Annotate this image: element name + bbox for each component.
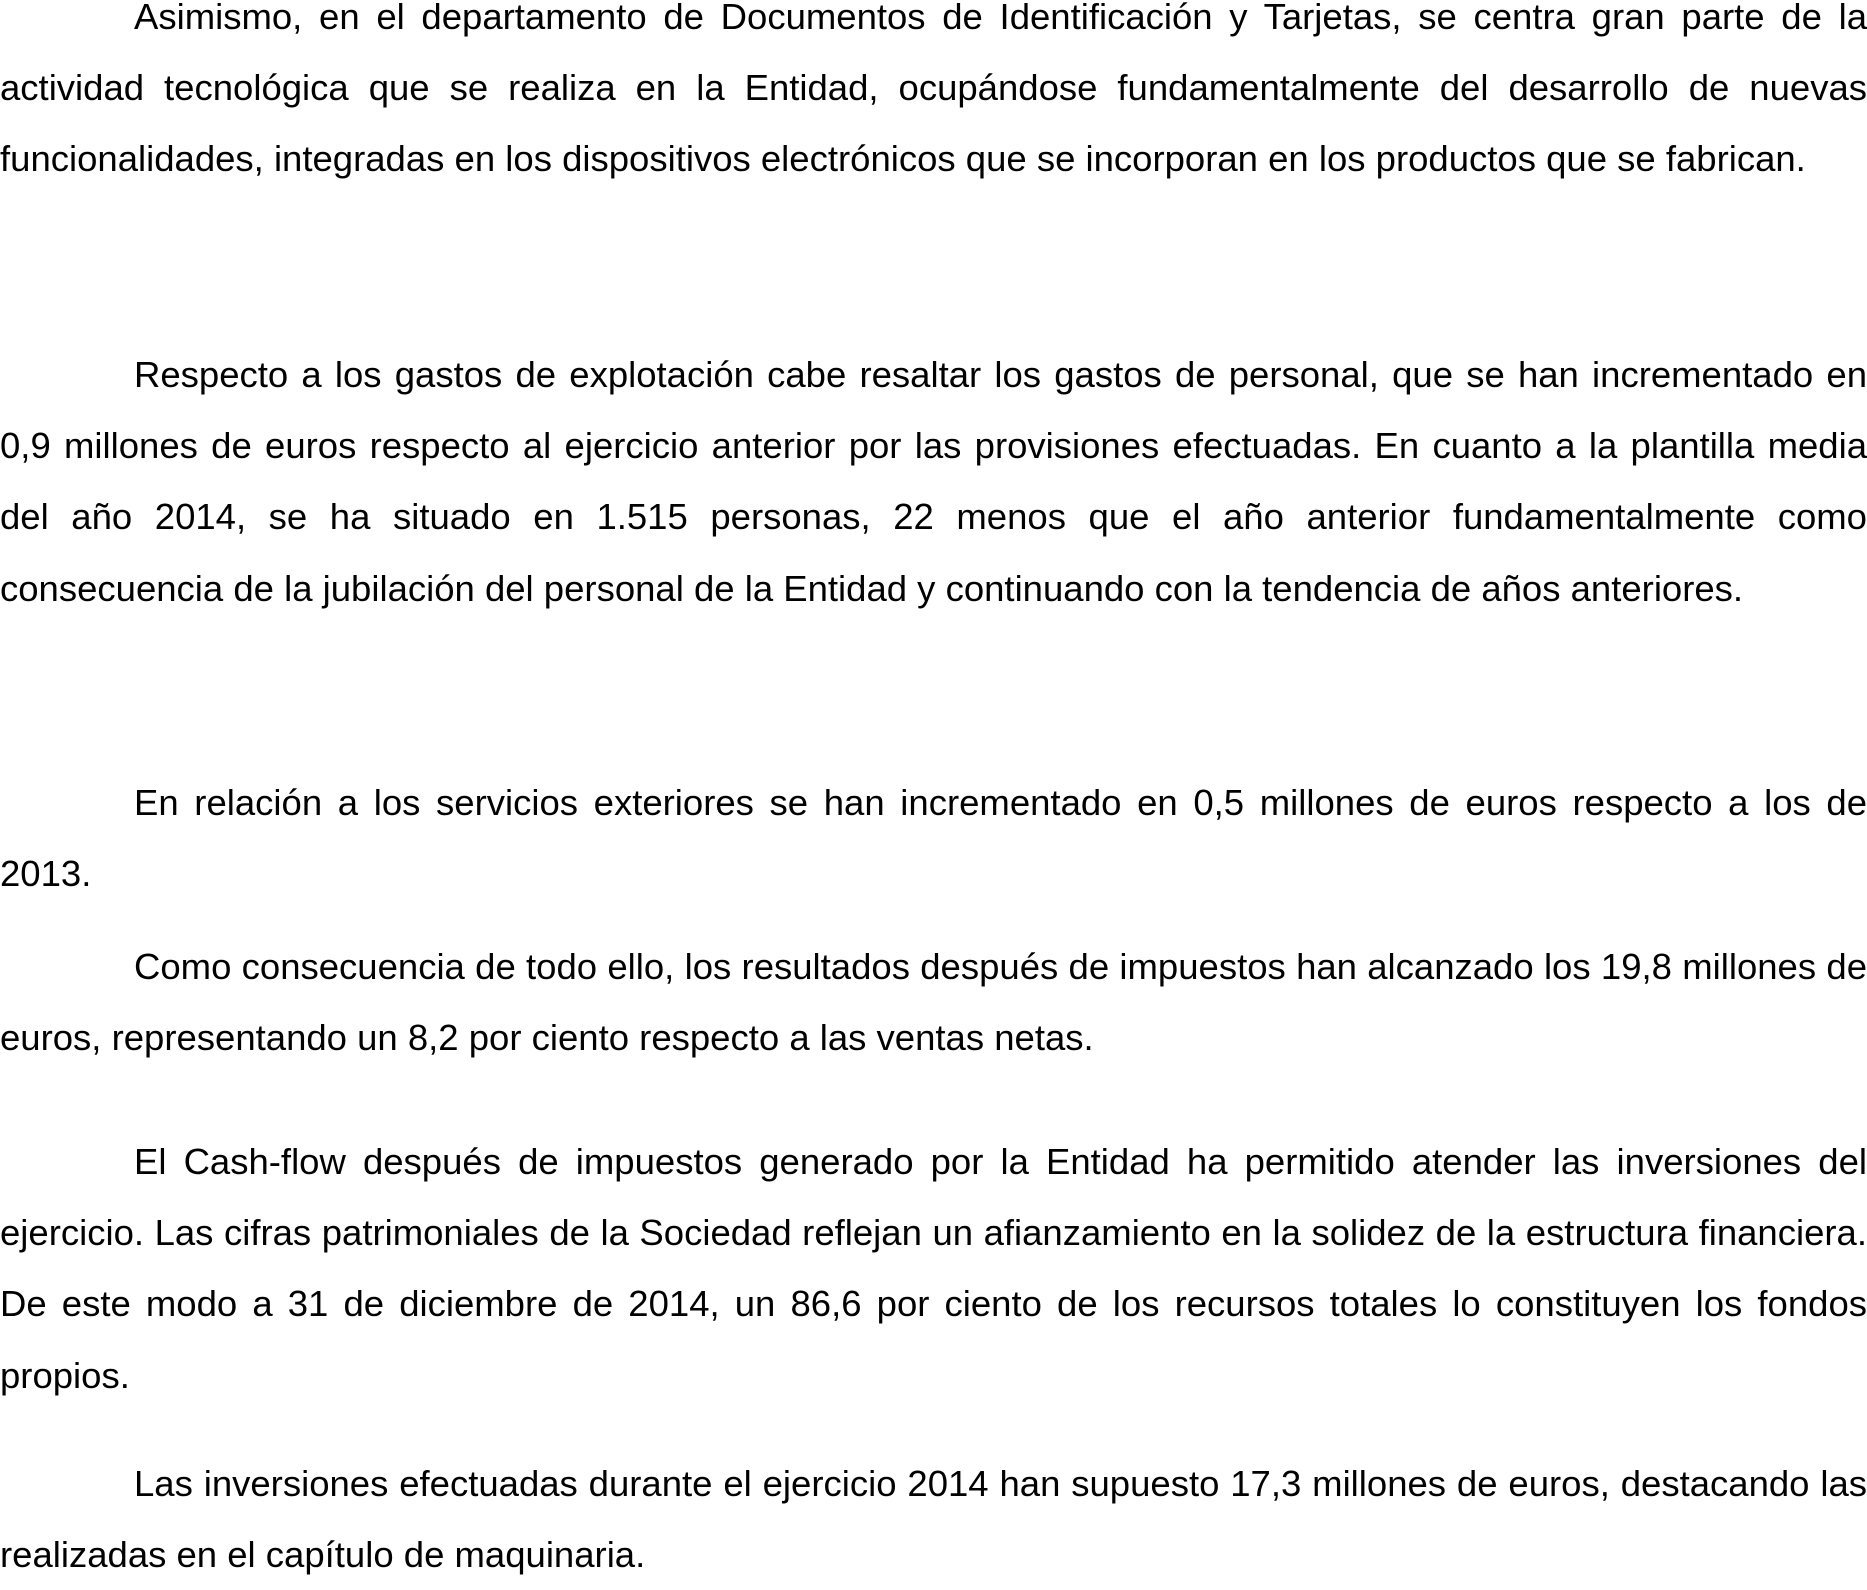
paragraph-operating-expenses: Respecto a los gastos de explotación cabe resaltar los gastos de personal, que se han incrementado en 0,9 millones de euros respecto al ejercicio anterior por las provisiones efectuadas. En cuanto a la plantilla media del año 2014, se ha situado en 1.515 personas, 22 menos que el año anterior fundamentalmente como consecuencia de la jubilación del personal de la Entidad y continuando con la tendencia de años anteriores. (0, 354, 1867, 609)
paragraph-after-tax-results: Como consecuencia de todo ello, los resultados después de impuestos han alcanzado los 19,8 millones de euros, representando un 8,2 por ciento respecto a las ventas netas. (0, 946, 1867, 1059)
paragraph-cash-flow: El Cash-flow después de impuestos generado por la Entidad ha permitido atender las inversiones del ejercicio. Las cifras patrimoniales de la Sociedad reflejan un afianzamiento en la solidez de la estructura financiera. De este modo a 31 de diciembre de 2014, un 86,6 por ciento de los recursos totales lo constituyen los fondos propios. (0, 1141, 1867, 1396)
paragraph-investments: Las inversiones efectuadas durante el ejercicio 2014 han supuesto 17,3 millones de euros, destacando las realizadas en el capítulo de maquinaria. (0, 1463, 1867, 1576)
paragraph-external-services: En relación a los servicios exteriores se han incrementado en 0,5 millones de euros respecto a los de 2013. (0, 782, 1867, 895)
paragraph-identification-technology: Asimismo, en el departamento de Documentos de Identificación y Tarjetas, se centra gran parte de la actividad tecnológica que se realiza en la Entidad, ocupándose fundamentalmente del desarrollo de nuevas funcionalidades, integradas en los dispositivos electrónicos que se incorporan en los productos que se fabrican. (0, 0, 1867, 180)
